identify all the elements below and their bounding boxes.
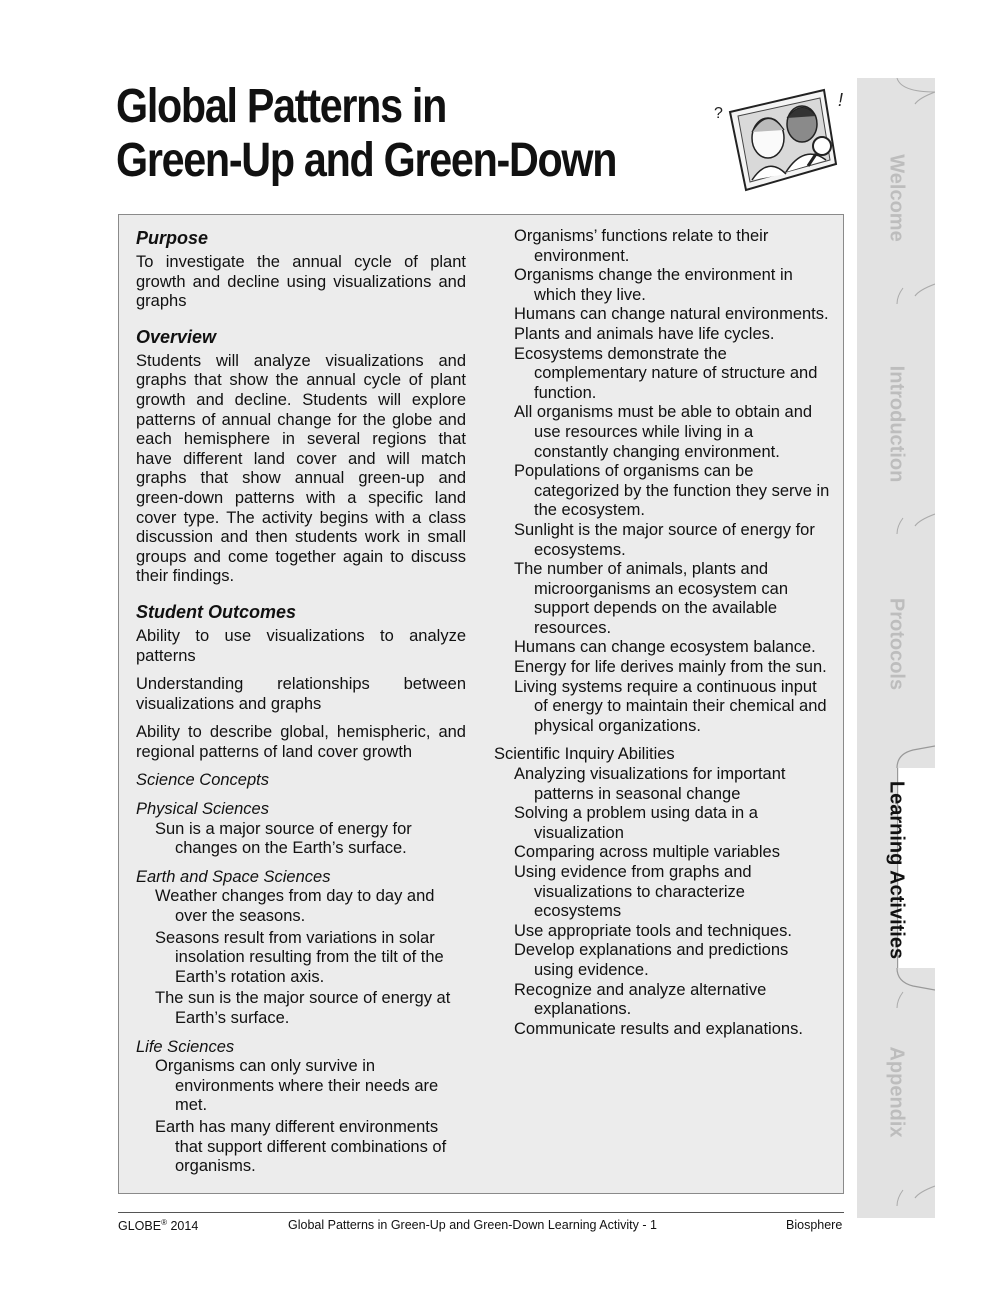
student-outcomes-heading: Student Outcomes xyxy=(136,601,297,622)
concept-item: Ecosystems demonstrate the complementary nature of structure and function. xyxy=(514,344,818,402)
overview-heading: Overview xyxy=(136,326,217,347)
page-title xyxy=(116,80,632,188)
tab-welcome[interactable]: Welcome xyxy=(885,154,908,242)
tab-learning-activities[interactable]: Learning Activities xyxy=(885,780,908,960)
earth-space-sciences-heading: Earth and Space Sciences xyxy=(136,867,331,886)
inquiry-item: Communicate results and explanations. xyxy=(514,1019,803,1038)
left-column xyxy=(136,227,466,1177)
concept-item: The sun is the major source of energy at Earth’s surface. xyxy=(155,989,451,1027)
concept-item: Organisms’ functions relate to their environment. xyxy=(514,227,769,265)
svg-text:?: ? xyxy=(714,105,723,122)
title-line-1: Global Patterns in xyxy=(116,80,447,133)
footer-center: Global Patterns in Green-Up and Green-Down Learning Activity - 1 xyxy=(288,1218,657,1232)
concept-item: Weather changes from day to day and over the seasons. xyxy=(155,887,435,926)
footer-globe: GLOBE xyxy=(118,1219,162,1234)
concept-item: Energy for life derives mainly from the sun. xyxy=(514,658,827,677)
outcome-item: Ability to use visualizations to analyze patterns xyxy=(136,626,466,665)
scientific-inquiry-heading: Scientific Inquiry Abilities xyxy=(494,745,675,764)
inquiry-item: Comparing across multiple variables xyxy=(514,843,780,862)
concept-item: Plants and animals have life cycles. xyxy=(514,324,775,343)
inquiry-item: Analyzing visualizations for important patterns in seasonal change xyxy=(514,765,786,803)
tab-protocols[interactable]: Protocols xyxy=(885,597,908,691)
purpose-heading: Purpose xyxy=(136,228,209,248)
right-column xyxy=(494,227,832,1039)
physical-sciences-heading: Physical Sciences xyxy=(136,800,269,819)
inquiry-item: Solving a problem using data in a visualization xyxy=(514,804,758,842)
concept-item: Sun is a major source of energy for changes on the Earth’s surface. xyxy=(155,819,412,858)
concept-item: Sunlight is the major source of energy for ecosystems. xyxy=(514,520,815,559)
footer-right: Biosphere xyxy=(786,1218,843,1232)
inquiry-item: Using evidence from graphs and visualizations to characterize ecosystems xyxy=(514,863,752,921)
purpose-text: To investigate the annual cycle of plant growth and decline using visualizations and graphs xyxy=(136,253,466,311)
students-with-magnifier-illustration xyxy=(712,84,862,194)
inquiry-item: Use appropriate tools and techniques. xyxy=(514,921,792,940)
life-sciences-heading: Life Sciences xyxy=(136,1037,235,1056)
concept-item: All organisms must be able to obtain and use resources while living in a constantly changing environment. xyxy=(514,403,813,461)
concept-item: Humans can change ecosystem balance. xyxy=(514,638,816,657)
outcome-item: Understanding relationships between visualizations and graphs xyxy=(136,675,466,713)
tab-introduction[interactable]: Introduction xyxy=(885,365,908,483)
science-concepts-heading: Science Concepts xyxy=(136,771,269,790)
inquiry-item: Recognize and analyze alternative explanations. xyxy=(514,980,767,1019)
concept-item: Organisms can only survive in environments where their needs are met. xyxy=(155,1057,439,1115)
footer-divider xyxy=(118,1212,844,1213)
concept-item: Living systems require a continuous input of energy to maintain their chemical and physical organizations. xyxy=(514,677,827,735)
content-box xyxy=(118,214,844,1194)
outcome-item: Ability to describe global, hemispheric, and regional patterns of land cover growth xyxy=(136,723,466,761)
overview-text: Students will analyze visualizations and graphs that show the annual cycle of plant growth and decline. Students will explore patterns of annual change for the globe and each hemisphere in several regions that have different land cover and will match graphs that show annual green-up and green-down patterns with a specific land cover type. The activity begins with a class discussion and then students work in small groups and come together again to discuss their findings. xyxy=(136,351,466,586)
concept-item: Seasons result from variations in solar insolation resulting from the tilt of the Earth’s rotation axis. xyxy=(155,928,444,986)
footer-left xyxy=(118,1218,198,1233)
svg-text:!: ! xyxy=(838,90,844,110)
concept-item: The number of animals, plants and microorganisms an ecosystem can support depends on the available resources. xyxy=(514,560,789,637)
section-tab-bar xyxy=(857,78,935,1218)
title-line-2: Green-Up and Green-Down xyxy=(116,134,617,187)
concept-item: Populations of organisms can be categorized by the function they serve in the ecosystem. xyxy=(514,462,830,520)
concept-item: Organisms change the environment in which they live. xyxy=(514,266,793,304)
concept-item: Earth has many different environments that support different combinations of organisms. xyxy=(155,1117,447,1176)
tab-appendix[interactable]: Appendix xyxy=(885,1046,908,1138)
footer-year: 2014 xyxy=(166,1219,199,1234)
inquiry-item: Develop explanations and predictions using evidence. xyxy=(514,941,789,979)
footer-registered-mark: ® xyxy=(161,1218,167,1227)
concept-item: Humans can change natural environments. xyxy=(514,305,829,324)
